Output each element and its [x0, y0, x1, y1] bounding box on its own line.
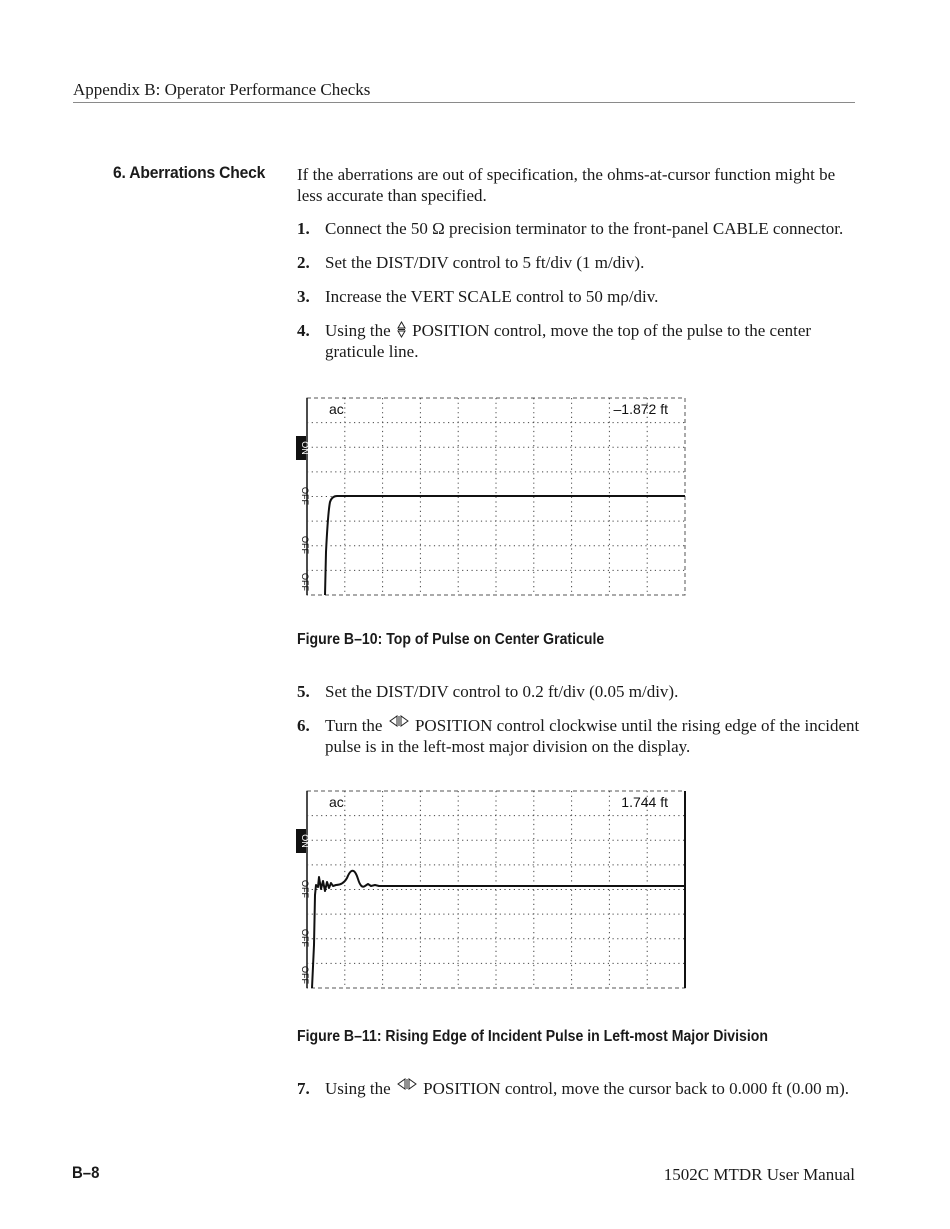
- waveform-trace: [312, 871, 685, 988]
- step-number: 4.: [297, 321, 310, 340]
- mode-label: ac: [329, 401, 344, 417]
- menu-indicator-label: OFF: [300, 880, 310, 898]
- mode-label: ac: [329, 794, 344, 810]
- running-header: Appendix B: Operator Performance Checks: [73, 80, 855, 103]
- menu-indicator-label: OFF: [300, 487, 310, 505]
- menu-indicator-label: OFF: [300, 536, 310, 554]
- step-text: Increase the VERT SCALE control to 50 mρ/div.: [325, 287, 659, 306]
- distance-readout: 1.744 ft: [621, 794, 668, 810]
- step-number: 1.: [297, 219, 310, 238]
- page-number: B–8: [72, 1163, 100, 1182]
- step-number: 2.: [297, 253, 310, 272]
- step-number: 7.: [297, 1079, 310, 1098]
- step-number: 3.: [297, 287, 310, 306]
- distance-readout: –1.872 ft: [613, 401, 668, 417]
- manual-title: 1502C MTDR User Manual: [663, 1165, 855, 1184]
- left-right-arrows-icon: [397, 1078, 417, 1090]
- step-text: Connect the 50 Ω precision terminator to the front-panel CABLE connector.: [325, 219, 844, 238]
- step-text-after: POSITION control, move the cursor back to 0.000 ft (0.00 m).: [423, 1079, 850, 1098]
- step-number: 5.: [297, 682, 310, 701]
- menu-indicator-label: ON: [300, 441, 310, 455]
- section-heading: 6. Aberrations Check: [113, 163, 266, 182]
- figure-b10-display: [295, 392, 695, 602]
- menu-indicator-label: OFF: [300, 966, 310, 984]
- step-text: [325, 1078, 860, 1099]
- step-text-before: Using the: [325, 321, 391, 340]
- step-text: Set the DIST/DIV control to 0.2 ft/div (0.05 m/div).: [325, 682, 679, 701]
- section-intro: If the aberrations are out of specification, the ohms-at-cursor function might be less accurate than specified.: [297, 165, 836, 205]
- menu-indicator-label: ON: [300, 834, 310, 848]
- step-text: [325, 320, 860, 362]
- step-text-before: Turn the: [325, 716, 383, 735]
- figure-b10-caption: Figure B–10: Top of Pulse on Center Graticule: [297, 631, 605, 648]
- left-right-arrows-icon: [389, 715, 409, 727]
- step-text-after: POSITION control clockwise until the rising edge of the incident pulse is in the left-most major division on the display.: [325, 716, 860, 756]
- figure-b11-display: [295, 785, 695, 995]
- step-text: Set the DIST/DIV control to 5 ft/div (1 m/div).: [325, 253, 645, 272]
- step-number: 6.: [297, 716, 310, 735]
- step-text: [325, 715, 860, 757]
- step-text-before: Using the: [325, 1079, 391, 1098]
- up-down-arrows-icon: [397, 321, 406, 338]
- menu-indicator-label: OFF: [300, 573, 310, 591]
- menu-indicator-label: OFF: [300, 929, 310, 947]
- step-text-after: POSITION control, move the top of the pulse to the center graticule line.: [325, 321, 812, 361]
- figure-b11-caption: Figure B–11: Rising Edge of Incident Pulse in Left-most Major Division: [297, 1028, 768, 1045]
